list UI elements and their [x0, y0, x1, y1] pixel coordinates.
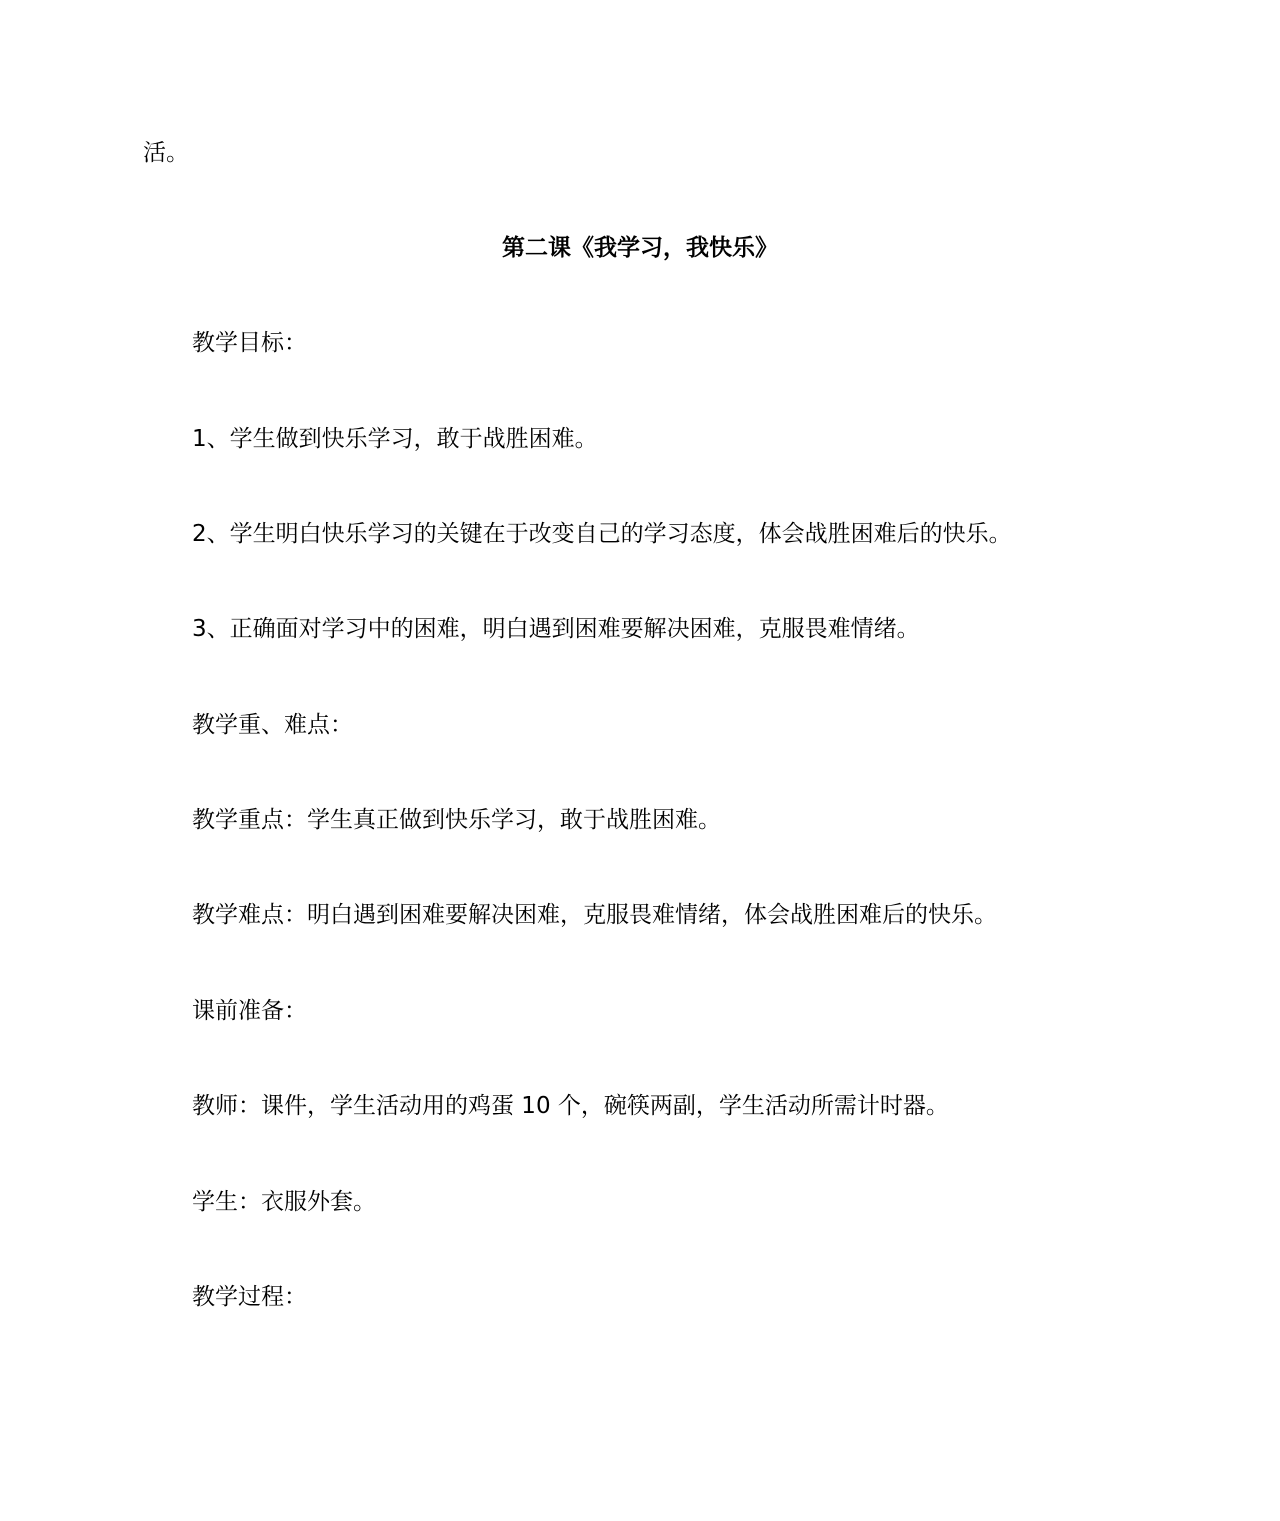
paragraph-key-point: 教学重点：学生真正做到快乐学习，敢于战胜困难。: [192, 807, 721, 833]
paragraph-goal-1: 1、学生做到快乐学习，敢于战胜困难。: [192, 426, 598, 452]
paragraph-process-heading: 教学过程：: [192, 1284, 307, 1310]
lesson-title: 第二课《我学习，我快乐》: [502, 235, 778, 261]
paragraph-student-materials: 学生：衣服外套。: [192, 1189, 376, 1215]
continuation-text: 活。: [143, 140, 189, 166]
paragraph-difficult-point: 教学难点：明白遇到困难要解决困难，克服畏难情绪，体会战胜困难后的快乐。: [192, 902, 997, 928]
paragraph-goal-2: 2、学生明白快乐学习的关键在于改变自己的学习态度，体会战胜困难后的快乐。: [192, 521, 1012, 547]
paragraph-goal-3: 3、正确面对学习中的困难，明白遇到困难要解决困难，克服畏难情绪。: [192, 616, 920, 642]
paragraph-teaching-goals-heading: 教学目标：: [192, 330, 307, 356]
paragraph-key-difficult-heading: 教学重、难点：: [192, 712, 353, 738]
paragraph-preparation-heading: 课前准备：: [192, 998, 307, 1024]
paragraph-teacher-materials: 教师：课件，学生活动用的鸡蛋 10 个，碗筷两副，学生活动所需计时器。: [192, 1093, 949, 1119]
